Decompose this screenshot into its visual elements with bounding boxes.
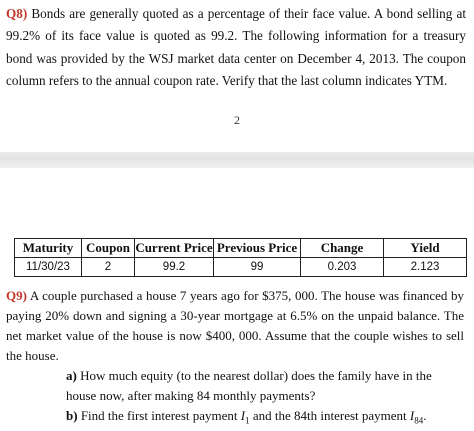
cell-maturity: 11/30/23: [15, 258, 82, 277]
header-maturity: Maturity: [15, 239, 82, 258]
header-previous-price: Previous Price: [214, 239, 301, 258]
table-header-row: [15, 239, 467, 258]
cell-change: 0.203: [301, 258, 384, 277]
cell-previous-price: 99: [214, 258, 301, 277]
header-current-price: Current Price: [135, 239, 214, 258]
table-row: [15, 258, 467, 277]
cell-coupon: 2: [82, 258, 135, 277]
question-9-text: A couple purchased a house 7 years ago for $375, 000. The house was financed by paying 20% down and signing a 30-year mortgage at 6.5% on the unpaid balance. The net market value of the house is now $400, 000. Assume that the couple wishes to sell the house.: [6, 288, 464, 363]
part-b-text-mid: and the 84th interest payment: [252, 408, 407, 423]
question-8-label: Q8): [6, 6, 28, 21]
question-8: [6, 3, 466, 93]
header-change: Change: [301, 239, 384, 258]
question-9-body: [6, 286, 464, 366]
question-9-label: Q9): [6, 288, 27, 303]
interest-subscript-1: 1: [245, 415, 250, 426]
part-b-text-post: .: [423, 408, 427, 423]
page-break-band: [0, 152, 474, 168]
header-coupon: Coupon: [82, 239, 135, 258]
page-number: 2: [234, 113, 240, 127]
interest-symbol-1: I: [240, 408, 246, 423]
question-9: [6, 286, 464, 431]
part-b-label: b): [66, 408, 78, 423]
cell-yield: 2.123: [384, 258, 467, 277]
question-9-part-a: [66, 366, 464, 406]
interest-symbol-84: I: [409, 408, 415, 423]
part-b-text-pre: Find the first interest payment: [80, 408, 238, 423]
question-8-text: Bonds are generally quoted as a percentage of their face value. A bond selling at 99.2% of its face value is quoted as 99.2. The following information for a treasury bond was provided by the WSJ market data center on December 4, 2013. The coupon column refers to the annual coupon rate. Verify that the last column indicates YTM.: [6, 6, 466, 89]
cell-current-price: 99.2: [135, 258, 214, 277]
part-a-text: How much equity (to the nearest dollar) does the family have in the house now, after making 84 monthly payments?: [66, 368, 432, 403]
header-yield: Yield: [384, 239, 467, 258]
part-a-label: a): [66, 368, 77, 383]
bond-table: [14, 238, 467, 277]
interest-subscript-84: 84: [414, 415, 424, 426]
